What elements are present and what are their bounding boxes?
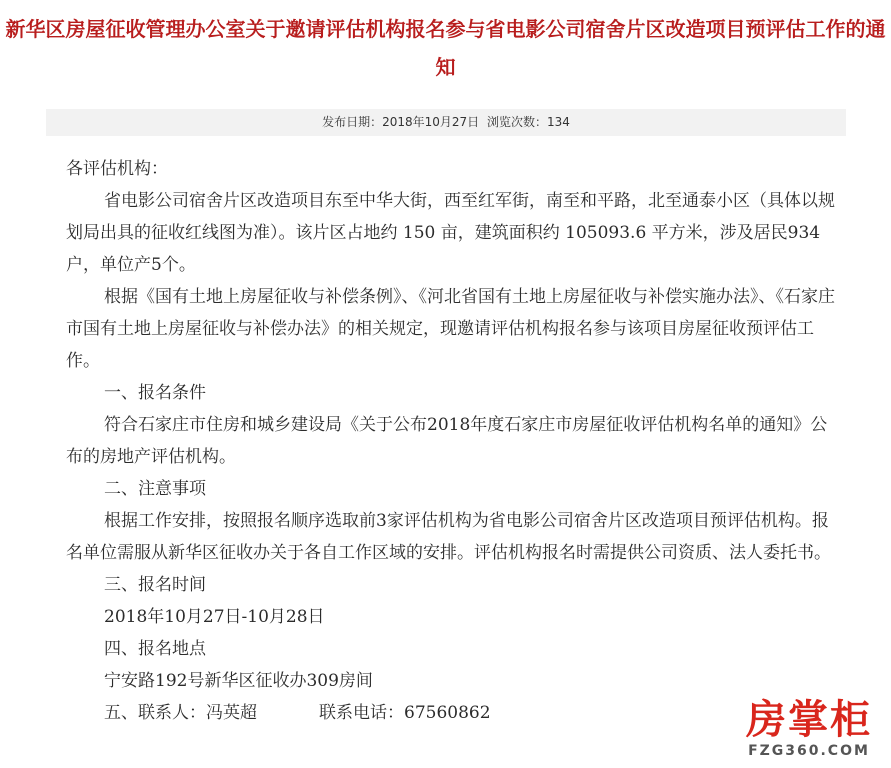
section-heading-conditions: 一、报名条件 [104,383,206,403]
paragraph-notes: 根据工作安排，按照报名顺序选取前3家评估机构为省电影公司宿舍片区改造项目预评估机构。报名单位需服从新华区征收办关于各自工作区域的安排。评估机构报名时需提供公司资质、法人委托书。 [66,511,831,563]
section-heading-time: 三、报名时间 [104,575,206,595]
salutation: 各评估机构： [66,159,168,179]
contact-person: 五、联系人：冯英超 [104,703,257,723]
section-heading-notes: 二、注意事项 [104,479,206,499]
publish-date: 发布日期：2018年10月27日 [322,115,480,129]
article-body [66,153,836,729]
paragraph-project-scope: 省电影公司宿舍片区改造项目东至中华大街，西至红军街，南至和平路，北至通泰小区（具体以规划局出具的征收红线图为准）。该片区占地约 150 亩，建筑面积约 105093.6 平方米，涉及居民934户，单位产5个。 [66,191,835,275]
section-heading-place: 四、报名地点 [104,639,206,659]
meta-bar [46,109,846,136]
registration-time: 2018年10月27日-10月28日 [104,607,325,627]
page-title: 新华区房屋征收管理办公室关于邀请评估机构报名参与省电影公司宿舍片区改造项目预评估工作的通知 [5,17,886,79]
watermark-brand: 房掌柜 [746,697,872,743]
contact-phone: 联系电话：67560862 [319,703,491,723]
registration-place: 宁安路192号新华区征收办309房间 [104,671,373,691]
view-count: 浏览次数：134 [487,115,570,129]
watermark-url: FZG360.COM [748,743,870,759]
paragraph-legal-basis: 根据《国有土地上房屋征收与补偿条例》、《河北省国有土地上房屋征收与补偿实施办法》、《石家庄市国有土地上房屋征收与补偿办法》的相关规定，现邀请评估机构报名参与该项目房屋征收预评估工作。 [66,287,835,371]
site-watermark-logo [734,698,884,764]
paragraph-conditions: 符合石家庄市住房和城乡建设局《关于公布2018年度石家庄市房屋征收评估机构名单的通知》公布的房地产评估机构。 [66,415,828,467]
contact-line [66,697,836,729]
